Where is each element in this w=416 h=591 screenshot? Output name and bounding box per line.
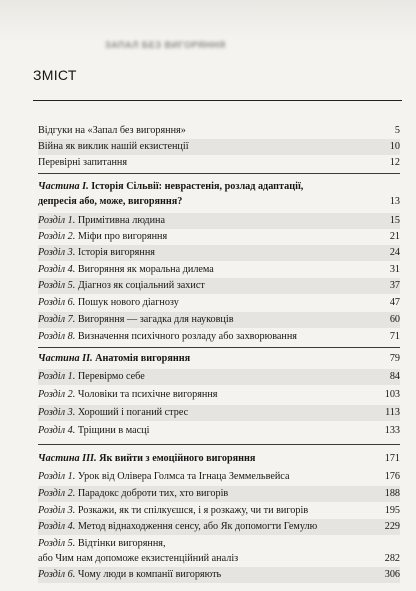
toc-page-number: 31 xyxy=(389,264,400,275)
part-title: Історія Сільвії: неврастенія, розлад адаптації, xyxy=(91,181,304,192)
toc-entry-text: Війна як виклик нашій екзистенції xyxy=(38,141,189,152)
toc-page-number: 103 xyxy=(384,389,400,400)
chapter-title: Метод віднаходження сенсу, або Як допомогти Гемулю xyxy=(77,521,318,532)
chapter-title-continued: або Чим нам допоможе екзистенційний аналіз xyxy=(38,553,239,564)
chapter-label: Розділ 3. xyxy=(38,407,76,418)
toc-chapter-2-2[interactable] xyxy=(38,387,400,403)
chapter-label: Розділ 5. xyxy=(38,280,76,291)
toc-page-number: 282 xyxy=(384,553,400,564)
toc-chapter-1-2[interactable] xyxy=(38,229,400,245)
toc-entry-war[interactable] xyxy=(38,139,400,155)
chapter-title: Історія вигоряння xyxy=(77,247,155,258)
toc-entry-reviews[interactable] xyxy=(38,123,400,139)
toc-page-number: 113 xyxy=(385,407,400,418)
chapter-label: Розділ 1. xyxy=(38,471,76,482)
toc-page-number: 71 xyxy=(389,331,400,342)
toc-page-number: 171 xyxy=(384,453,400,464)
chapter-label: Розділ 8. xyxy=(38,331,76,342)
chapter-title: Відтінки вигоряння, xyxy=(77,538,166,549)
chapter-label: Розділ 1. xyxy=(38,215,76,226)
page-title: ЗМІСТ xyxy=(33,67,77,83)
toc-chapter-1-6[interactable] xyxy=(38,295,400,311)
toc-page-number: 195 xyxy=(384,505,400,516)
toc-chapter-1-7[interactable] xyxy=(38,312,400,328)
toc-entry-text: Відгуки на «Запал без вигоряння» xyxy=(38,125,186,136)
chapter-label: Розділ 4. xyxy=(38,264,76,275)
chapter-label: Розділ 2. xyxy=(38,231,76,242)
toc-chapter-3-4[interactable] xyxy=(38,519,400,535)
toc-page-number: 5 xyxy=(394,125,400,136)
toc-entry-text: Перевірні запитання xyxy=(38,157,128,168)
toc-page-number: 37 xyxy=(389,280,400,291)
toc-chapter-3-5[interactable] xyxy=(38,536,400,566)
chapter-title: Хороший і поганий стрес xyxy=(77,407,189,418)
toc-part-2[interactable] xyxy=(38,351,400,367)
toc-chapter-3-3[interactable] xyxy=(38,503,400,519)
part-title: Анатомія вигоряння xyxy=(95,353,191,364)
toc-page-number: 13 xyxy=(389,196,400,207)
toc-entry-questions[interactable] xyxy=(38,155,400,171)
toc-chapter-1-8[interactable] xyxy=(38,329,400,345)
toc-chapter-2-1[interactable] xyxy=(38,369,400,385)
chapter-label: Розділ 2. xyxy=(38,389,76,400)
chapter-label: Розділ 7. xyxy=(38,314,76,325)
toc-page-number: 60 xyxy=(389,314,400,325)
chapter-title: Вигоряння як моральна дилема xyxy=(77,264,214,275)
toc-chapter-2-3[interactable] xyxy=(38,405,400,421)
chapter-title: Міфи про вигоряння xyxy=(77,231,168,242)
chapter-title: Чоловіки та психічне вигоряння xyxy=(77,389,218,400)
chapter-label: Розділ 4. xyxy=(38,425,76,436)
toc-chapter-1-3[interactable] xyxy=(38,245,400,261)
chapter-title: Парадокс доброти тих, хто вигорів xyxy=(77,488,229,499)
toc-chapter-3-2[interactable] xyxy=(38,486,400,502)
part-label: Частина II. xyxy=(38,353,93,364)
part-title-continued: депресія або, може, вигоряння? xyxy=(38,196,183,207)
toc-chapter-3-1[interactable] xyxy=(38,469,400,485)
toc-page-number: 12 xyxy=(389,157,400,168)
toc-page-number: 79 xyxy=(389,353,400,364)
part-label: Частина III. xyxy=(38,453,97,464)
chapter-label: Розділ 3. xyxy=(38,247,76,258)
chapter-title: Примітивна людина xyxy=(77,215,166,226)
chapter-title: Вигоряння — загадка для науковців xyxy=(77,314,234,325)
toc-page-number: 229 xyxy=(384,521,400,532)
toc-chapter-2-4[interactable] xyxy=(38,423,400,439)
chapter-label: Розділ 3. xyxy=(38,505,76,516)
toc-chapter-3-6[interactable] xyxy=(38,567,400,583)
chapter-label: Розділ 6. xyxy=(38,297,76,308)
section-divider xyxy=(38,347,400,348)
part-label: Частина I. xyxy=(38,181,89,192)
chapter-title: Урок від Олівера Голмса та Ігнаца Земмельвейса xyxy=(77,471,290,482)
chapter-label: Розділ 4. xyxy=(38,521,76,532)
chapter-label: Розділ 1. xyxy=(38,371,76,382)
toc-page-number: 84 xyxy=(389,371,400,382)
toc-page-number: 188 xyxy=(384,488,400,499)
toc-chapter-1-4[interactable] xyxy=(38,262,400,278)
toc-page-number: 15 xyxy=(389,215,400,226)
chapter-title: Розкажи, як ти спілкуєшся, і я розкажу, чи ти вигорів xyxy=(77,505,309,516)
toc-part-3[interactable] xyxy=(38,451,400,467)
chapter-title: Тріщини в масці xyxy=(77,425,150,436)
section-divider xyxy=(38,173,400,174)
section-divider xyxy=(38,444,400,445)
toc-part-1[interactable] xyxy=(38,179,400,209)
chapter-label: Розділ 6. xyxy=(38,569,76,580)
toc-page-number: 24 xyxy=(389,247,400,258)
chapter-title: Пошук нового діагнозу xyxy=(77,297,179,308)
chapter-title: Визначення психічного розладу або захворювання xyxy=(77,331,297,342)
toc-page-number: 176 xyxy=(384,471,400,482)
part-title: Як вийти з емоційного вигоряння xyxy=(99,453,256,464)
chapter-title: Перевірмо себе xyxy=(77,371,145,382)
chapter-title: Діагноз як соціальний захист xyxy=(77,280,205,291)
toc-page-number: 47 xyxy=(389,297,400,308)
toc-page-number: 133 xyxy=(384,425,400,436)
running-head: ЗАПАЛ БЕЗ ВИГОРЯННЯ xyxy=(105,40,226,50)
chapter-label: Розділ 2. xyxy=(38,488,76,499)
toc-chapter-1-5[interactable] xyxy=(38,278,400,294)
toc-page-number: 21 xyxy=(389,231,400,242)
toc-chapter-1-1[interactable] xyxy=(38,213,400,229)
toc-page-number: 306 xyxy=(384,569,400,580)
chapter-label: Розділ 5. xyxy=(38,538,76,549)
toc-page-number: 10 xyxy=(389,141,400,152)
chapter-title: Чому люди в компанії вигоряють xyxy=(77,569,222,580)
